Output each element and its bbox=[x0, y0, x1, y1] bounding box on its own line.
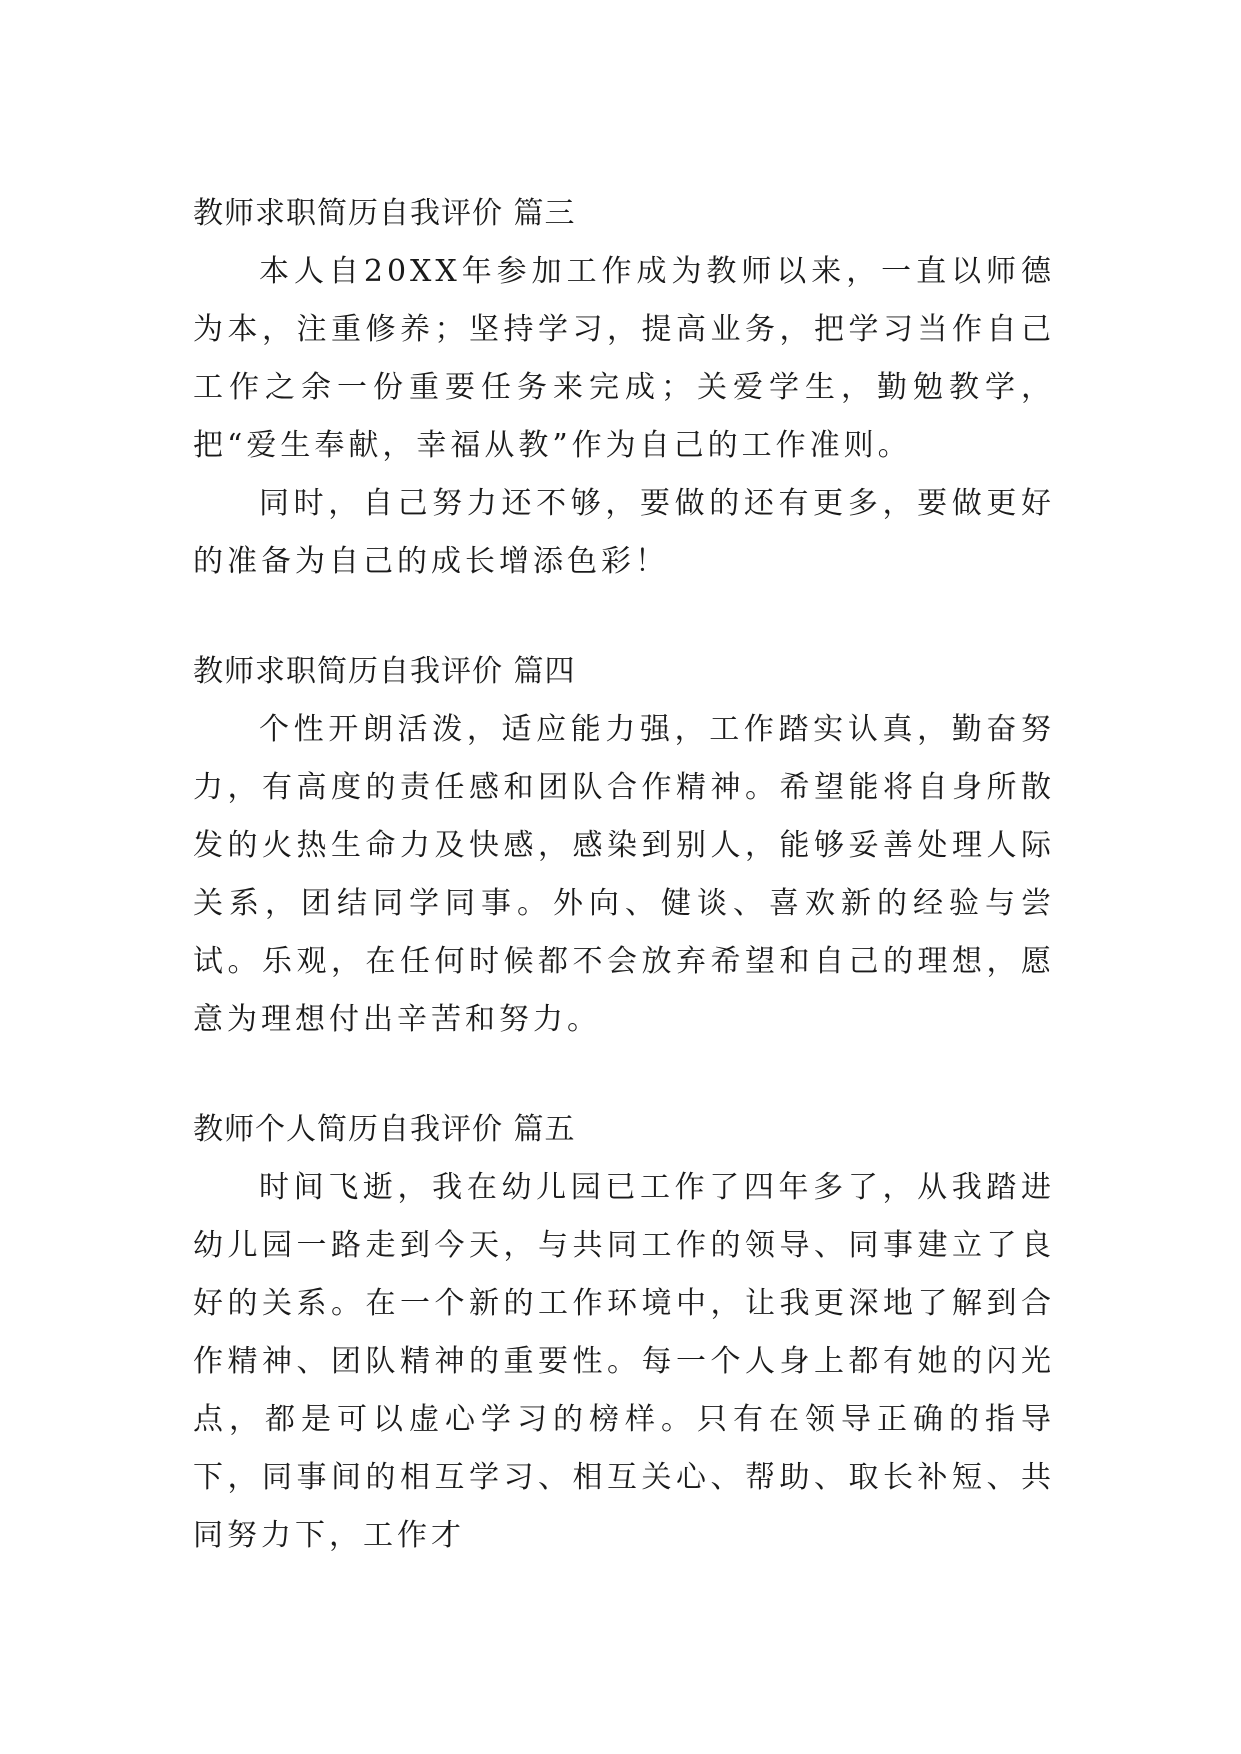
section-5 bbox=[193, 1101, 1055, 1565]
paragraph: 同时，自己努力还不够，要做的还有更多，要做更好的准备为自己的成长增添色彩！ bbox=[193, 486, 1055, 579]
section-heading: 教师求职简历自我评价 篇四 bbox=[193, 654, 576, 689]
section-heading: 教师求职简历自我评价 篇三 bbox=[193, 196, 576, 231]
section-heading: 教师个人简历自我评价 篇五 bbox=[193, 1112, 576, 1147]
section-4 bbox=[193, 643, 1055, 1049]
paragraph: 个性开朗活泼，适应能力强，工作踏实认真，勤奋努力，有高度的责任感和团队合作精神。希望能将自身所散发的火热生命力及快感，感染到别人，能够妥善处理人际关系，团结同学同事。外向、健谈、喜欢新的经验与尝试。乐观，在任何时候都不会放弃希望和自己的理想，愿意为理想付出辛苦和努力。 bbox=[193, 712, 1055, 1037]
document-page bbox=[193, 185, 1055, 1617]
paragraph: 本人自20XX年参加工作成为教师以来，一直以师德为本，注重修养；坚持学习，提高业务，把学习当作自己工作之余一份重要任务来完成；关爱学生，勤勉教学，把“爱生奉献，幸福从教”作为自己的工作准则。 bbox=[193, 254, 1055, 463]
paragraph: 时间飞逝，我在幼儿园已工作了四年多了，从我踏进幼儿园一路走到今天，与共同工作的领导、同事建立了良好的关系。在一个新的工作环境中，让我更深地了解到合作精神、团队精神的重要性。每一个人身上都有她的闪光点，都是可以虚心学习的榜样。只有在领导正确的指导下，同事间的相互学习、相互关心、帮助、取长补短、共同努力下，工作才 bbox=[193, 1170, 1055, 1553]
section-3 bbox=[193, 185, 1055, 591]
